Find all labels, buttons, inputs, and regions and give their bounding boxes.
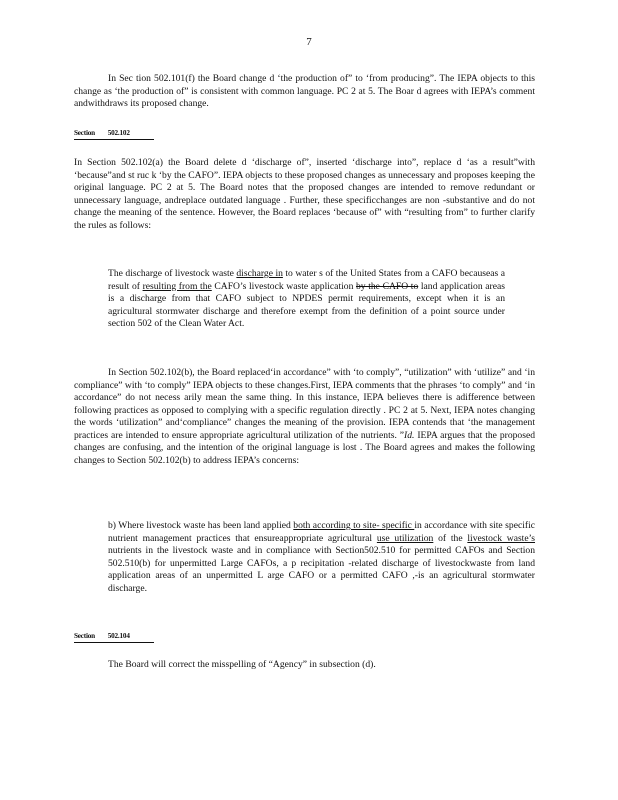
item-inserted-text-1: both according to site- specific	[293, 520, 415, 531]
section-heading-502-104	[74, 631, 154, 643]
paragraph-text: The Board will correct the misspelling of “Agency” in subsection (d).	[108, 659, 376, 670]
quote-inserted-text-1: discharge in	[236, 268, 283, 279]
quote-text-2: to water s of the United States from a CAFO becauseas a result of	[108, 268, 505, 292]
section-heading-label: Section	[74, 632, 95, 640]
quote-deleted-text: by the CAFO to	[356, 280, 419, 292]
quote-inserted-text-2: resulting from the	[142, 280, 212, 292]
quote-text-3: CAFO’s livestock waste application	[211, 280, 356, 292]
paragraph-text: In Section 502.102(a) the Board delete d ‘discharge of”, inserted ‘discharge into”, replace d ‘as a result”with ‘because”and st ruc k ‘by the CAFO”. IEPA objects to these proposed changes as unnecessary and proposes keeping the original language. PC 2 at 5. The Board notes that the proposed changes are intended to remove redundant or unnecessary language, andreplace outdated language . Further, these specificchanges are non -substantive and do not change the meaning of the sentence. However, the Board replaces ‘because of” with “resulting from” to further clarify the rules as follows:	[74, 157, 535, 231]
paragraph-section-502-101	[74, 73, 535, 111]
item-text-3: of the	[433, 532, 468, 544]
section-heading-label: Section	[74, 129, 95, 137]
item-inserted-text-2: use utilization	[376, 532, 434, 544]
item-label: b)	[108, 520, 116, 531]
amended-rule-item-b	[108, 520, 535, 595]
item-inserted-text-3: livestock waste’s	[467, 532, 536, 544]
paragraph-text: In Sec tion 502.101(f) the Board change d ‘the production of” to ‘from producing”. The IEPA objects to this change as ‘the production of” is consistent with common language. PC 2 at 5. The Boar d agrees with IEPA’s comment andwithdraws its proposed change.	[74, 73, 535, 109]
paragraph-section-502-102b	[74, 367, 535, 467]
page-number: 7	[306, 36, 312, 48]
citation-italic: Id.	[404, 429, 415, 441]
section-heading-number: 502.104	[107, 632, 130, 640]
quote-text-4: land application areas is a discharge from that CAFO subject to NPDES permit requirements, except when it is an agricultural stormwater discharge and therefore exempt from the definition of a point source under section 502 of the Clean Water Act.	[108, 280, 505, 329]
section-heading-number: 502.102	[107, 129, 130, 137]
paragraph-text-2: IEPA argues that the proposed changes are confusing, and the intention of the original language is lost . The Board agrees and makes the following changes to Section 502.102(b) to address IEPA’s concerns:	[74, 429, 535, 466]
quoted-rule-text	[108, 268, 505, 331]
quote-text-1: The discharge of livestock waste	[108, 268, 237, 279]
item-text-4: nutrients in the livestock waste and in compliance with Section502.510 for permitted CAFOs and Section 502.510(b) for unpermitted Large CAFOs, a p recipitation -related discharge of livestockwaste from land application areas of an unpermitted L arge CAFO or a permitted CAFO ,-is an agricultural stormwater discharge.	[108, 545, 535, 594]
item-text-2: in accordance with site specific nutrient management practices that ensureappropriate agricultural	[108, 520, 535, 544]
paragraph-section-502-104	[74, 659, 535, 672]
paragraph-section-502-102a	[74, 157, 535, 232]
section-heading-502-102	[74, 128, 154, 140]
item-text-1: Where livestock waste has been land applied	[116, 520, 294, 531]
paragraph-text-1: In Section 502.102(b), the Board replaced‘in accordance” with ‘to comply”, “utilization” with ‘utilize” and ‘in compliance” with ‘to comply” IEPA objects to these changes.First, IEPA comments that the phrases ‘to comply” and ‘in accordance” do not necess arily mean the same thing. In this instance, IEPA believes there is adifference between following practices as opposed to complying with a specific regulation directly . PC 2 at 5. Next, IEPA notes changing the words ‘utilization” and‘compliance” changes the meaning of the provision. IEPA contends that ‘the management practices are intended to ensure appropriate agricultural utilization of the nutrients. ”	[74, 367, 535, 441]
